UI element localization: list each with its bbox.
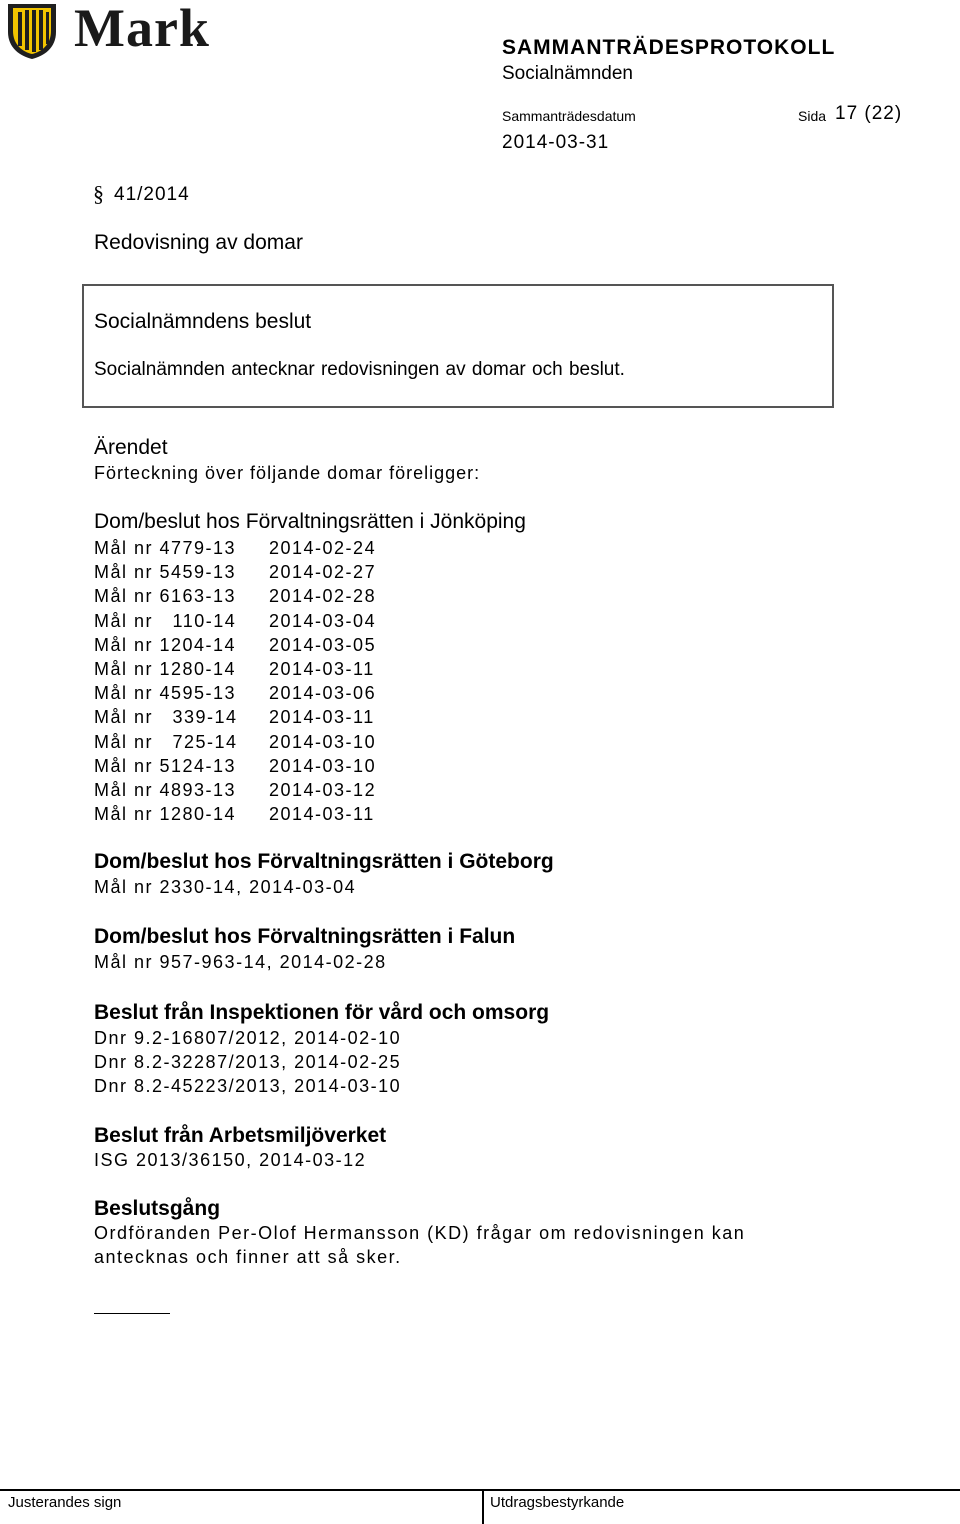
list-item: Mål nr 725-14 2014-03-10 [94,731,377,752]
beslutsgang-heading: Beslutsgång [94,1197,221,1220]
logo-wordmark: Mark [74,0,210,58]
list-item: Mål nr 1204-14 2014-03-05 [94,634,377,655]
goteborg-case: Mål nr 2330-14, 2014-03-04 [94,877,357,897]
decision-box [82,284,834,408]
document-type: SAMMANTRÄDESPROTOKOLL [502,36,836,59]
jonkoping-case-list [94,536,376,826]
footer-justerandes-sign: Justerandes sign [8,1494,122,1511]
list-item: Mål nr 5459-13 2014-02-27 [94,562,377,583]
coat-of-arms-icon [4,2,64,60]
meeting-date-label: Sammanträdesdatum [502,108,636,124]
arbetsmiljo-heading: Beslut från Arbetsmiljöverket [94,1124,387,1147]
arbetsmiljo-case: ISG 2013/36150, 2014-03-12 [94,1150,367,1170]
jonkoping-heading: Dom/beslut hos Förvaltningsrätten i Jönköping [94,510,526,533]
arendet-intro: Förteckning över följande domar föreligger: [94,463,481,483]
meeting-date: 2014-03-31 [502,132,610,153]
list-item: Mål nr 4893-13 2014-03-12 [94,779,377,800]
page-label: Sida [798,108,827,124]
beslutsgang-line-2: antecknas och finner att så sker. [94,1247,402,1267]
list-item: Mål nr 4779-13 2014-02-24 [94,538,377,558]
end-rule [94,1313,170,1314]
decision-heading: Socialnämndens beslut [94,310,312,333]
ivo-heading: Beslut från Inspektionen för vård och omsorg [94,1001,550,1024]
goteborg-heading: Dom/beslut hos Förvaltningsrätten i Göteborg [94,850,554,873]
footer-divider [0,1489,960,1491]
ivo-dnr-2: Dnr 8.2-32287/2013, 2014-02-25 [94,1052,402,1072]
falun-heading: Dom/beslut hos Förvaltningsrätten i Falun [94,925,516,948]
beslutsgang-line-1: Ordföranden Per-Olof Hermansson (KD) frågar om redovisningen kan [94,1223,746,1243]
list-item: Mål nr 4595-13 2014-03-06 [94,683,377,704]
decision-text: Socialnämnden antecknar redovisningen av domar och beslut. [94,359,625,380]
department-name: Socialnämnden [502,63,633,84]
ivo-dnr-3: Dnr 8.2-45223/2013, 2014-03-10 [94,1076,402,1096]
page-title: Redovisning av domar [94,231,303,254]
page-number: 17 (22) [835,103,903,124]
list-item: Mål nr 1280-14 2014-03-11 [94,658,375,679]
section-symbol: § [93,181,104,206]
list-item: Mål nr 110-14 2014-03-04 [94,610,377,631]
footer-utdragsbestyrkande: Utdragsbestyrkande [490,1494,625,1511]
footer-column-divider [482,1489,484,1524]
list-item: Mål nr 339-14 2014-03-11 [94,707,375,728]
list-item: Mål nr 1280-14 2014-03-11 [94,804,375,825]
list-item: Mål nr 6163-13 2014-02-28 [94,586,377,607]
arendet-heading: Ärendet [94,436,168,459]
ivo-dnr-1: Dnr 9.2-16807/2012, 2014-02-10 [94,1028,402,1048]
list-item: Mål nr 5124-13 2014-03-10 [94,755,377,776]
falun-case: Mål nr 957-963-14, 2014-02-28 [94,952,387,972]
paragraph-number: 41/2014 [114,184,190,205]
